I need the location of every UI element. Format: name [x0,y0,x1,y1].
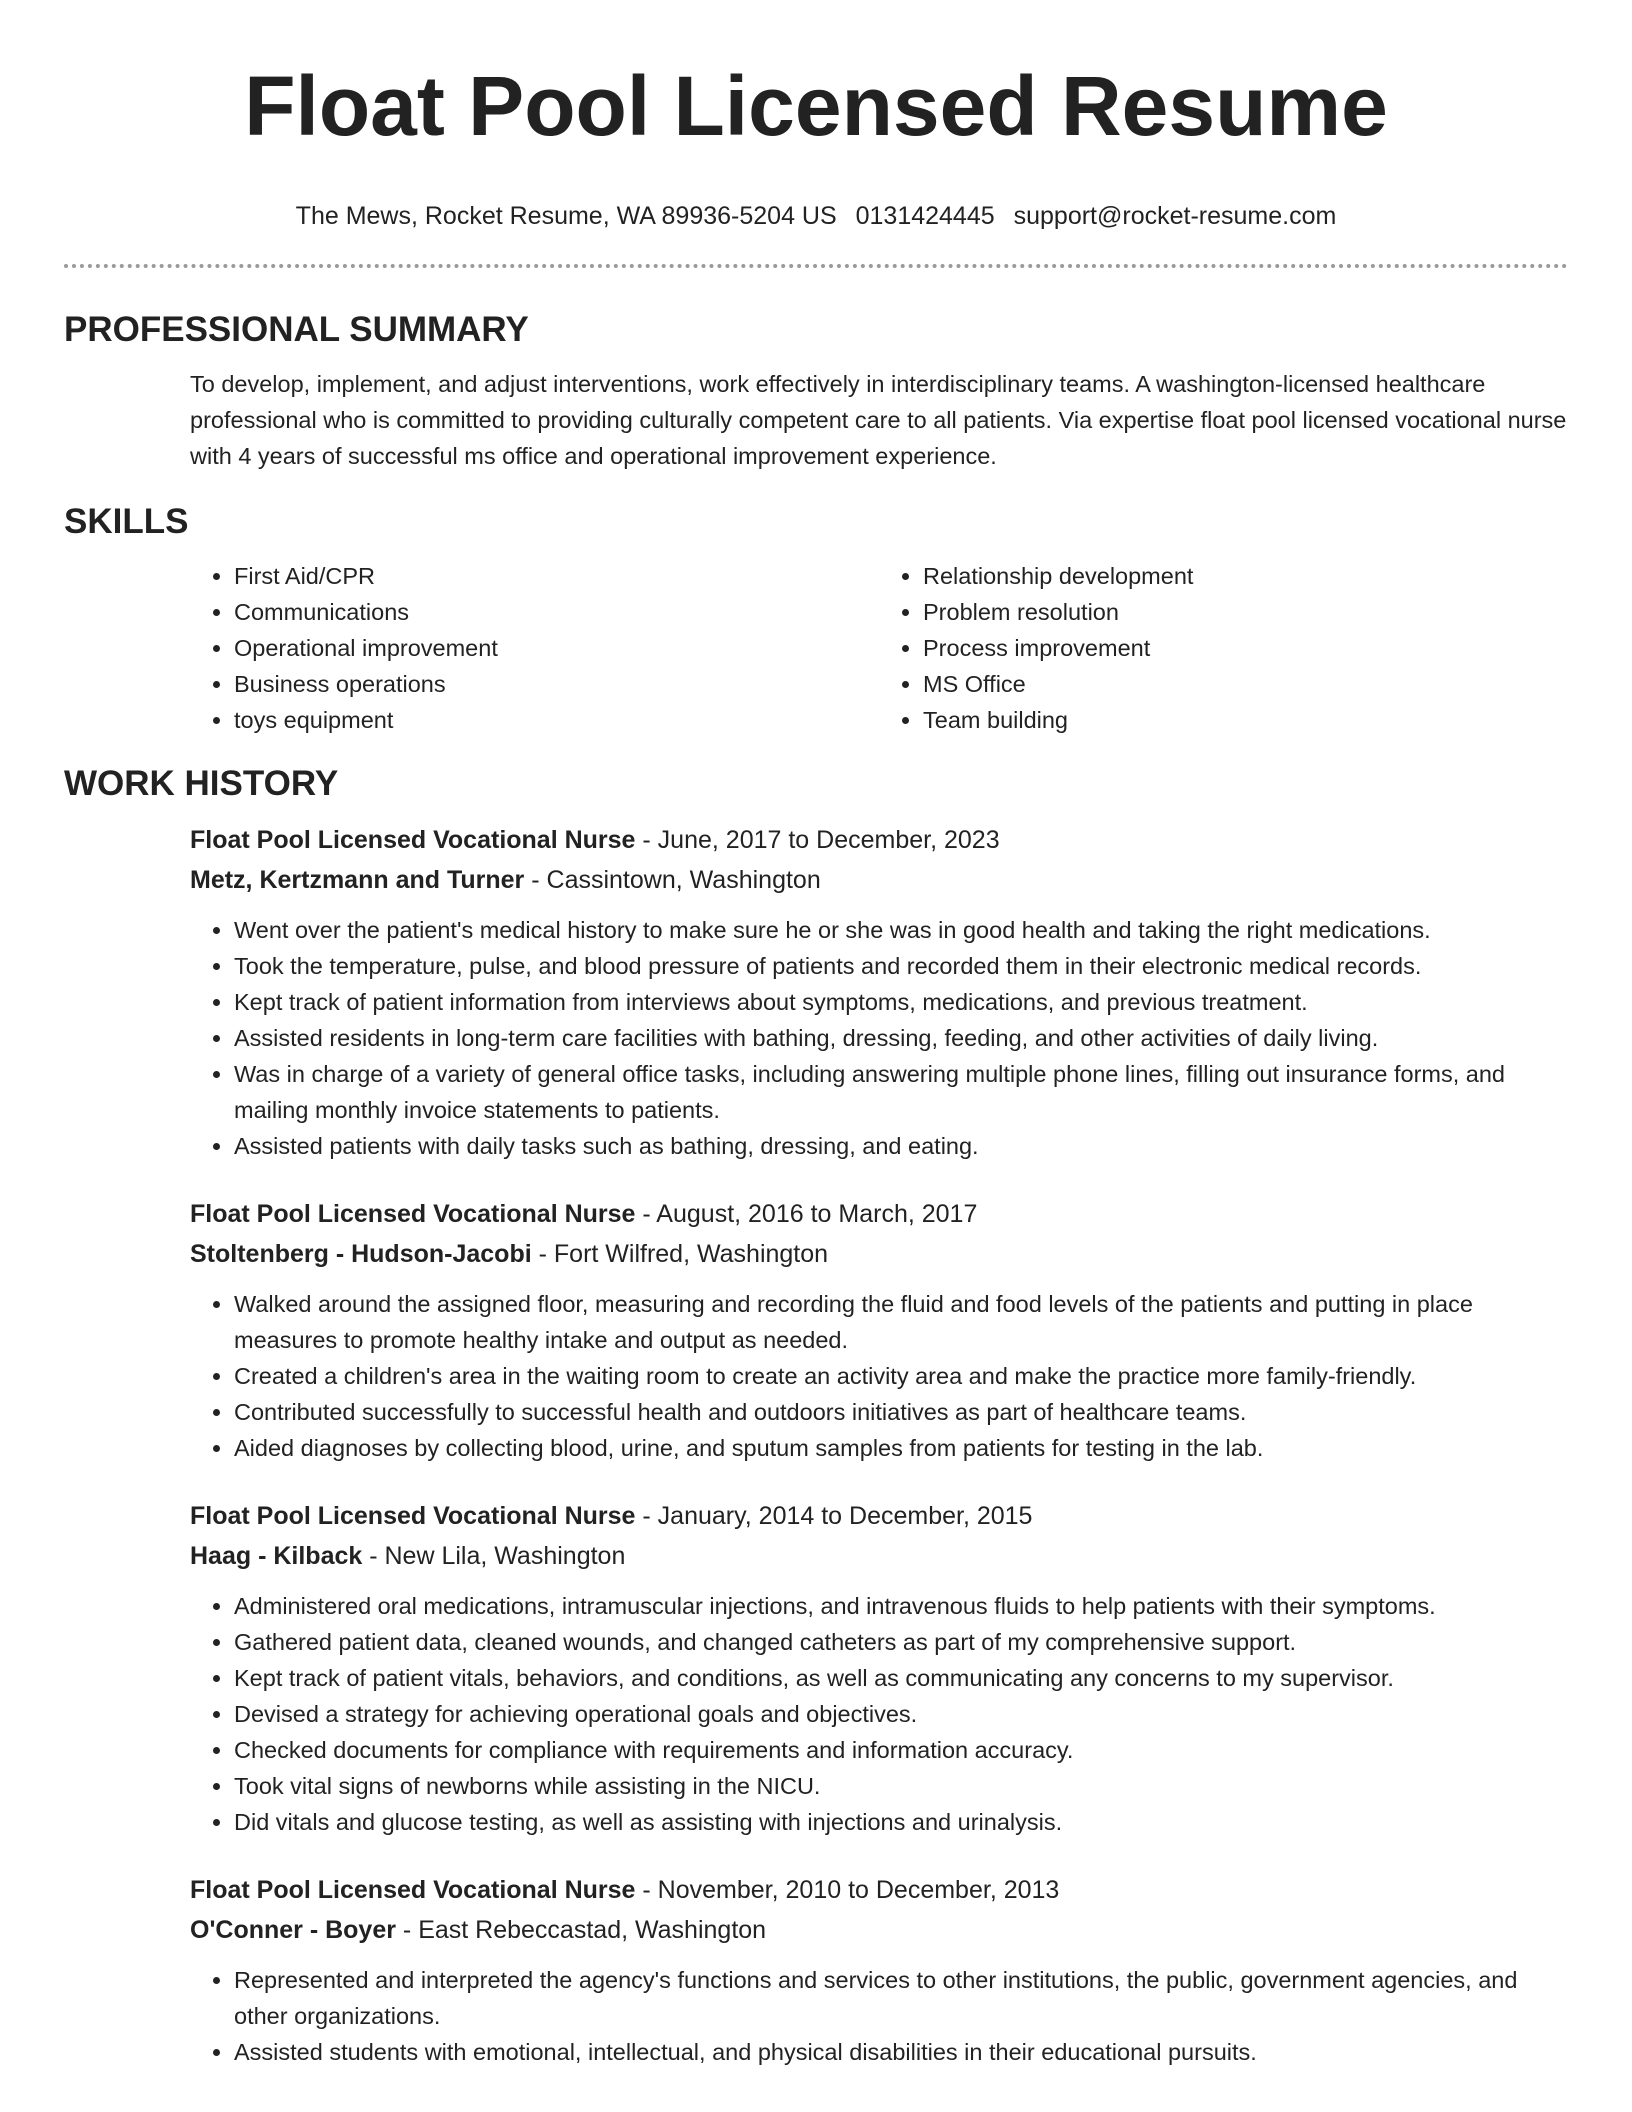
skill-item: • MS Office [923,666,1568,702]
job-role: Float Pool Licensed Vocational Nurse [190,1876,636,1904]
job-bullet: • Was in charge of a variety of general office tasks, including answering multiple phone lines, filling out insurance forms, and mailing monthly invoice statements to patients. [234,1056,1568,1128]
skill-item: • Relationship development [923,558,1568,594]
job-entry [190,1496,1568,1840]
skills-section [64,500,1568,738]
job-dates: - August, 2016 to March, 2017 [635,1200,978,1228]
job-bullet: • Assisted residents in long-term care facilities with bathing, dressing, feeding, and other activities of daily living. [234,1020,1568,1056]
job-dates: - June, 2017 to December, 2023 [635,826,1000,854]
skill-item: • Process improvement [923,630,1568,666]
job-dates: - January, 2014 to December, 2015 [635,1502,1033,1530]
job-bullet: • Created a children's area in the waiting room to create an activity area and make the practice more family-friendly. [234,1358,1568,1394]
summary-text: To develop, implement, and adjust interventions, work effectively in interdisciplinary teams. A washington-licensed healthcare professional who is committed to providing culturally competent care to all patients. Via expertise float pool licensed vocational nurse with 4 years of successful ms office and operational improvement experience. [190,371,1567,469]
job-bullet: • Kept track of patient information from interviews about symptoms, medications, and previous treatment. [234,984,1568,1020]
job-bullet: • Represented and interpreted the agency's functions and services to other institutions, the public, government agencies, and other organizations. [234,1962,1568,2034]
job-title-line [190,820,1568,860]
job-bullets [190,1286,1568,1466]
skill-item: • Communications [234,594,879,630]
job-bullet: • Did vitals and glucose testing, as well as assisting with injections and urinalysis. [234,1804,1568,1840]
job-dates: - November, 2010 to December, 2013 [635,1876,1060,1904]
work-history-section [64,762,1568,2070]
job-bullet: • Kept track of patient vitals, behaviors, and conditions, as well as communicating any concerns to my supervisor. [234,1660,1568,1696]
job-bullet: • Assisted students with emotional, intellectual, and physical disabilities in their educational pursuits. [234,2034,1568,2070]
skills-heading: SKILLS [64,502,189,541]
job-company: Stoltenberg - Hudson-Jacobi [190,1240,532,1268]
resume-title: Float Pool Licensed Resume [244,59,1388,153]
job-bullet: • Devised a strategy for achieving operational goals and objectives. [234,1696,1568,1732]
job-company-line [190,1234,1568,1274]
job-bullets [190,1588,1568,1840]
job-bullets [190,1962,1568,2070]
job-bullet: • Walked around the assigned floor, measuring and recording the fluid and food levels of the patients and putting in place measures to promote healthy intake and output as needed. [234,1286,1568,1358]
job-company-line [190,1910,1568,1950]
job-entry [190,820,1568,1164]
job-bullet: • Administered oral medications, intramuscular injections, and intravenous fluids to help patients with their symptoms. [234,1588,1568,1624]
skill-item: • toys equipment [234,702,879,738]
contact-phone: 0131424445 [855,202,995,230]
job-bullet: • Took vital signs of newborns while assisting in the NICU. [234,1768,1568,1804]
skills-list-right [879,558,1568,738]
skill-item: • Business operations [234,666,879,702]
job-location: - Cassintown, Washington [524,866,821,894]
skill-item: • Team building [923,702,1568,738]
job-title-line [190,1194,1568,1234]
job-location: - East Rebeccastad, Washington [395,1916,767,1944]
skill-item: • First Aid/CPR [234,558,879,594]
job-bullet: • Contributed successfully to successful health and outdoors initiatives as part of healthcare teams. [234,1394,1568,1430]
job-company-line [190,860,1568,900]
skill-item: • Problem resolution [923,594,1568,630]
summary-heading: PROFESSIONAL SUMMARY [64,310,529,349]
job-company-line [190,1536,1568,1576]
job-role: Float Pool Licensed Vocational Nurse [190,826,636,854]
job-title-line [190,1496,1568,1536]
contact-email: support@rocket-resume.com [1013,202,1337,230]
job-role: Float Pool Licensed Vocational Nurse [190,1200,636,1228]
contact-address: The Mews, Rocket Resume, WA 89936-5204 US [295,202,837,230]
job-role: Float Pool Licensed Vocational Nurse [190,1502,636,1530]
contact-line [64,198,1568,234]
job-company: Metz, Kertzmann and Turner [190,866,525,894]
job-company: O'Conner - Boyer [190,1916,396,1944]
job-bullet: • Assisted patients with daily tasks such as bathing, dressing, and eating. [234,1128,1568,1164]
skill-item: • Operational improvement [234,630,879,666]
job-location: - Fort Wilfred, Washington [531,1240,829,1268]
job-bullet: • Checked documents for compliance with requirements and information accuracy. [234,1732,1568,1768]
job-company: Haag - Kilback [190,1542,363,1570]
skills-list-left [190,558,879,738]
job-bullet: • Aided diagnoses by collecting blood, urine, and sputum samples from patients for testing in the lab. [234,1430,1568,1466]
job-title-line [190,1870,1568,1910]
summary-section [64,308,1568,474]
header-divider [64,264,1568,268]
work-history-heading: WORK HISTORY [64,764,339,803]
job-entry [190,1870,1568,2070]
job-bullet: • Took the temperature, pulse, and blood pressure of patients and recorded them in their electronic medical records. [234,948,1568,984]
job-entry [190,1194,1568,1466]
job-bullet: • Gathered patient data, cleaned wounds, and changed catheters as part of my comprehensive support. [234,1624,1568,1660]
job-bullet: • Went over the patient's medical history to make sure he or she was in good health and taking the right medications. [234,912,1568,948]
job-bullets [190,912,1568,1164]
skills-grid [190,558,1568,738]
job-location: - New Lila, Washington [362,1542,626,1570]
